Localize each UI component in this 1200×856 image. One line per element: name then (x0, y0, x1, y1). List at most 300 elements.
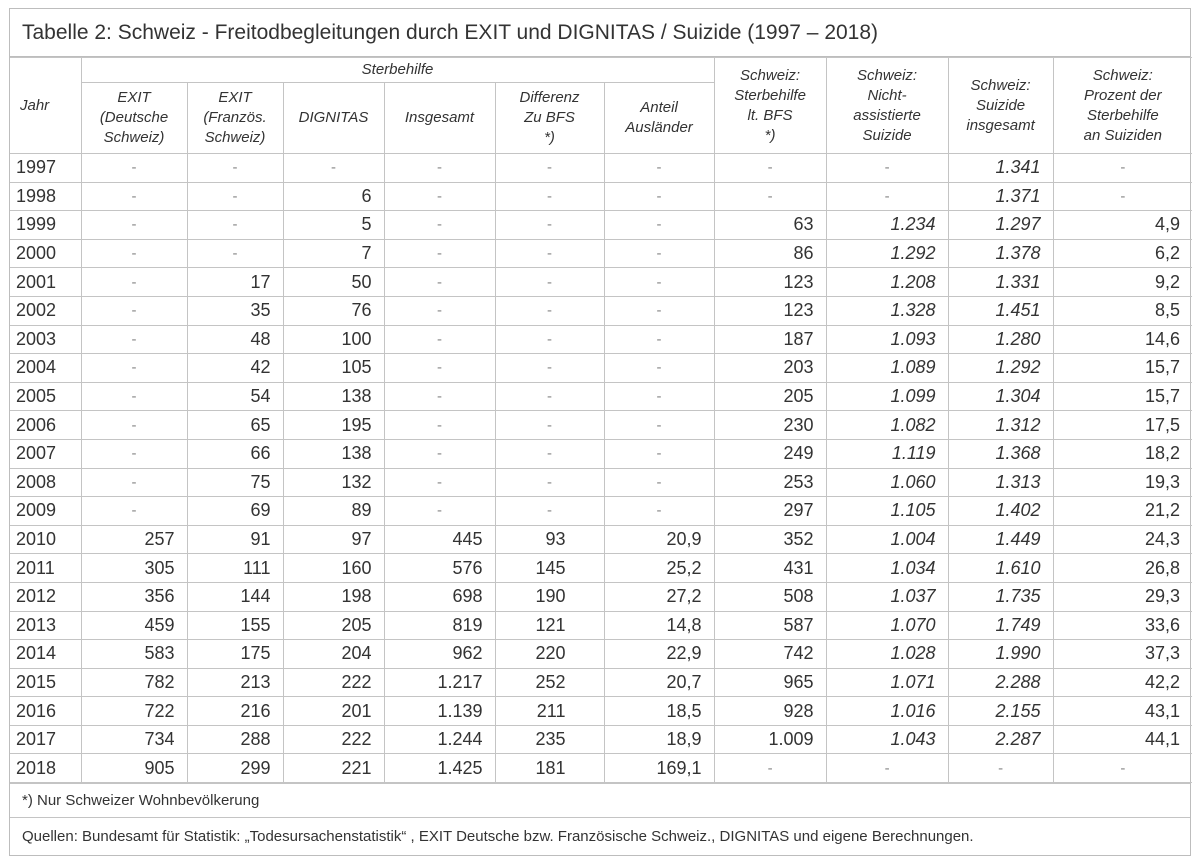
cell-anteil-auslaender: 18,9 (604, 725, 714, 754)
cell-year: 2014 (10, 640, 81, 669)
cell-suizide-insgesamt: 1.990 (948, 640, 1053, 669)
header-line: EXIT (117, 89, 151, 106)
cell-prozent-sterbehilfe: 33,6 (1053, 611, 1192, 640)
cell-anteil-auslaender: - (604, 497, 714, 526)
cell-exit-franzoes-schweiz: 288 (187, 725, 283, 754)
cell-insgesamt: 1.244 (384, 725, 495, 754)
cell-suizide-insgesamt: 1.371 (948, 182, 1053, 211)
cell-dignitas: 198 (283, 582, 384, 611)
table-container (9, 8, 1191, 856)
header-line: Nicht- (867, 86, 907, 104)
header-line: EXIT (218, 89, 252, 106)
cell-insgesamt: - (384, 411, 495, 440)
cell-nicht-assistierte-suizide: 1.119 (826, 439, 948, 468)
cell-nicht-assistierte-suizide: 1.037 (826, 582, 948, 611)
cell-nicht-assistierte-suizide: - (826, 154, 948, 183)
table-row (10, 640, 1192, 669)
cell-dignitas: 204 (283, 640, 384, 669)
cell-suizide-insgesamt: 1.292 (948, 354, 1053, 383)
cell-suizide-insgesamt: 1.341 (948, 154, 1053, 183)
cell-nicht-assistierte-suizide: 1.234 (826, 211, 948, 240)
table-row (10, 697, 1192, 726)
cell-anteil-auslaender: - (604, 211, 714, 240)
header-line: lt. BFS (747, 106, 793, 124)
cell-nicht-assistierte-suizide: 1.082 (826, 411, 948, 440)
cell-exit-franzoes-schweiz: 299 (187, 754, 283, 783)
cell-exit-franzoes-schweiz: 144 (187, 582, 283, 611)
cell-differenz-bfs: - (495, 439, 604, 468)
cell-prozent-sterbehilfe: 44,1 (1053, 725, 1192, 754)
header-line: *) (544, 129, 555, 146)
header-group-sterbehilfe: Sterbehilfe (81, 58, 714, 83)
cell-prozent-sterbehilfe: 14,6 (1053, 325, 1192, 354)
cell-exit-deutsche-schweiz: - (81, 382, 187, 411)
header-line: Insgesamt (404, 109, 475, 126)
cell-year: 2012 (10, 582, 81, 611)
cell-suizide-insgesamt: 1.749 (948, 611, 1053, 640)
cell-differenz-bfs: - (495, 468, 604, 497)
cell-exit-deutsche-schweiz: - (81, 497, 187, 526)
cell-nicht-assistierte-suizide: 1.099 (826, 382, 948, 411)
cell-sterbehilfe-bfs: 205 (714, 382, 826, 411)
cell-insgesamt: 445 (384, 525, 495, 554)
cell-insgesamt: - (384, 439, 495, 468)
header-sterbehilfe-bfs (714, 58, 826, 154)
cell-nicht-assistierte-suizide: 1.070 (826, 611, 948, 640)
cell-dignitas: 138 (283, 439, 384, 468)
cell-nicht-assistierte-suizide: - (826, 182, 948, 211)
cell-exit-franzoes-schweiz: - (187, 182, 283, 211)
cell-differenz-bfs: 121 (495, 611, 604, 640)
cell-exit-franzoes-schweiz: 66 (187, 439, 283, 468)
cell-sterbehilfe-bfs: 431 (714, 554, 826, 583)
cell-nicht-assistierte-suizide: 1.105 (826, 497, 948, 526)
cell-insgesamt: - (384, 268, 495, 297)
cell-nicht-assistierte-suizide: 1.060 (826, 468, 948, 497)
cell-suizide-insgesamt: 1.280 (948, 325, 1053, 354)
cell-insgesamt: 576 (384, 554, 495, 583)
cell-suizide-insgesamt: 1.451 (948, 296, 1053, 325)
cell-year: 1998 (10, 182, 81, 211)
cell-differenz-bfs: - (495, 497, 604, 526)
cell-prozent-sterbehilfe: 42,2 (1053, 668, 1192, 697)
cell-nicht-assistierte-suizide: 1.016 (826, 697, 948, 726)
cell-prozent-sterbehilfe: 24,3 (1053, 525, 1192, 554)
cell-dignitas: 132 (283, 468, 384, 497)
cell-exit-deutsche-schweiz: - (81, 439, 187, 468)
cell-insgesamt: - (384, 182, 495, 211)
cell-insgesamt: - (384, 354, 495, 383)
cell-nicht-assistierte-suizide: 1.208 (826, 268, 948, 297)
cell-insgesamt: 819 (384, 611, 495, 640)
cell-insgesamt: 698 (384, 582, 495, 611)
cell-prozent-sterbehilfe: 9,2 (1053, 268, 1192, 297)
cell-suizide-insgesamt: 1.312 (948, 411, 1053, 440)
cell-sterbehilfe-bfs: 203 (714, 354, 826, 383)
cell-exit-deutsche-schweiz: 305 (81, 554, 187, 583)
cell-sterbehilfe-bfs: 249 (714, 439, 826, 468)
cell-differenz-bfs: 190 (495, 582, 604, 611)
header-line: Schweiz: (857, 66, 918, 84)
header-line: Suizide (975, 96, 1026, 114)
cell-exit-franzoes-schweiz: 42 (187, 354, 283, 383)
cell-sterbehilfe-bfs: 352 (714, 525, 826, 554)
table-row (10, 554, 1192, 583)
table-row (10, 468, 1192, 497)
cell-insgesamt: - (384, 211, 495, 240)
header-line: Differenz (519, 89, 580, 106)
cell-insgesamt: - (384, 325, 495, 354)
header-line: Schweiz) (103, 129, 165, 146)
header-line: assistierte (853, 106, 921, 124)
cell-sterbehilfe-bfs: 123 (714, 268, 826, 297)
header-prozent-sterbehilfe (1053, 58, 1192, 154)
cell-suizide-insgesamt: 1.610 (948, 554, 1053, 583)
cell-prozent-sterbehilfe: 17,5 (1053, 411, 1192, 440)
cell-sterbehilfe-bfs: 508 (714, 582, 826, 611)
header-dignitas (283, 83, 384, 154)
cell-suizide-insgesamt: 1.735 (948, 582, 1053, 611)
cell-sterbehilfe-bfs: 187 (714, 325, 826, 354)
cell-sterbehilfe-bfs: 230 (714, 411, 826, 440)
cell-anteil-auslaender: - (604, 468, 714, 497)
cell-nicht-assistierte-suizide: 1.071 (826, 668, 948, 697)
header-line: an Suiziden (1083, 126, 1163, 144)
cell-dignitas: 50 (283, 268, 384, 297)
header-line: (Deutsche (99, 109, 169, 126)
table-row (10, 668, 1192, 697)
cell-dignitas: 160 (283, 554, 384, 583)
table-row (10, 439, 1192, 468)
cell-insgesamt: - (384, 468, 495, 497)
table-row (10, 525, 1192, 554)
cell-prozent-sterbehilfe: 37,3 (1053, 640, 1192, 669)
cell-suizide-insgesamt: 1.378 (948, 239, 1053, 268)
cell-dignitas: 89 (283, 497, 384, 526)
table-row (10, 582, 1192, 611)
cell-prozent-sterbehilfe: - (1053, 754, 1192, 783)
cell-prozent-sterbehilfe: 18,2 (1053, 439, 1192, 468)
cell-dignitas: 6 (283, 182, 384, 211)
cell-differenz-bfs: - (495, 325, 604, 354)
header-line: *) (764, 126, 776, 144)
header-suizide-insgesamt (948, 58, 1053, 154)
cell-exit-deutsche-schweiz: - (81, 296, 187, 325)
cell-year: 2001 (10, 268, 81, 297)
cell-exit-deutsche-schweiz: - (81, 182, 187, 211)
cell-exit-franzoes-schweiz: 75 (187, 468, 283, 497)
cell-exit-franzoes-schweiz: 175 (187, 640, 283, 669)
cell-dignitas: 222 (283, 725, 384, 754)
table-row (10, 497, 1192, 526)
cell-sterbehilfe-bfs: - (714, 754, 826, 783)
cell-differenz-bfs: 252 (495, 668, 604, 697)
cell-sterbehilfe-bfs: 928 (714, 697, 826, 726)
cell-exit-deutsche-schweiz: 782 (81, 668, 187, 697)
header-line: Zu BFS (524, 109, 575, 126)
cell-differenz-bfs: - (495, 268, 604, 297)
cell-anteil-auslaender: 14,8 (604, 611, 714, 640)
cell-anteil-auslaender: 20,7 (604, 668, 714, 697)
cell-prozent-sterbehilfe: 21,2 (1053, 497, 1192, 526)
cell-year: 2008 (10, 468, 81, 497)
cell-nicht-assistierte-suizide: 1.028 (826, 640, 948, 669)
cell-differenz-bfs: 211 (495, 697, 604, 726)
cell-exit-deutsche-schweiz: 356 (81, 582, 187, 611)
cell-dignitas: 201 (283, 697, 384, 726)
cell-exit-franzoes-schweiz: 54 (187, 382, 283, 411)
cell-insgesamt: 1.139 (384, 697, 495, 726)
cell-exit-deutsche-schweiz: 734 (81, 725, 187, 754)
header-anteil-auslaender (604, 83, 714, 154)
cell-exit-deutsche-schweiz: 583 (81, 640, 187, 669)
cell-anteil-auslaender: - (604, 239, 714, 268)
cell-year: 2011 (10, 554, 81, 583)
cell-exit-franzoes-schweiz: 155 (187, 611, 283, 640)
cell-sterbehilfe-bfs: 965 (714, 668, 826, 697)
cell-dignitas: 76 (283, 296, 384, 325)
cell-prozent-sterbehilfe: 19,3 (1053, 468, 1192, 497)
cell-year: 2004 (10, 354, 81, 383)
header-line: insgesamt (966, 116, 1035, 134)
cell-exit-franzoes-schweiz: 213 (187, 668, 283, 697)
header-line: Sterbehilfe (1086, 106, 1159, 124)
cell-exit-deutsche-schweiz: - (81, 411, 187, 440)
cell-dignitas: - (283, 154, 384, 183)
cell-dignitas: 105 (283, 354, 384, 383)
cell-prozent-sterbehilfe: - (1053, 182, 1192, 211)
cell-anteil-auslaender: 22,9 (604, 640, 714, 669)
footnote: *) Nur Schweizer Wohnbevölkerung (10, 783, 1190, 817)
cell-prozent-sterbehilfe: 43,1 (1053, 697, 1192, 726)
cell-suizide-insgesamt: 1.368 (948, 439, 1053, 468)
data-table (10, 57, 1192, 783)
cell-exit-deutsche-schweiz: - (81, 239, 187, 268)
cell-year: 2015 (10, 668, 81, 697)
cell-anteil-auslaender: 18,5 (604, 697, 714, 726)
header-line: Suizide (862, 126, 912, 144)
cell-dignitas: 221 (283, 754, 384, 783)
cell-exit-franzoes-schweiz: 35 (187, 296, 283, 325)
cell-insgesamt: 1.425 (384, 754, 495, 783)
cell-suizide-insgesamt: 1.331 (948, 268, 1053, 297)
cell-differenz-bfs: 235 (495, 725, 604, 754)
cell-dignitas: 7 (283, 239, 384, 268)
cell-anteil-auslaender: - (604, 268, 714, 297)
cell-differenz-bfs: 93 (495, 525, 604, 554)
cell-year: 2005 (10, 382, 81, 411)
cell-exit-franzoes-schweiz: 69 (187, 497, 283, 526)
header-nicht-assistierte-suizide (826, 58, 948, 154)
cell-anteil-auslaender: - (604, 354, 714, 383)
table-row (10, 382, 1192, 411)
cell-year: 2017 (10, 725, 81, 754)
cell-insgesamt: 1.217 (384, 668, 495, 697)
cell-suizide-insgesamt: 1.304 (948, 382, 1053, 411)
cell-insgesamt: - (384, 154, 495, 183)
table-row (10, 754, 1192, 783)
cell-suizide-insgesamt: 1.402 (948, 497, 1053, 526)
cell-insgesamt: - (384, 497, 495, 526)
cell-exit-deutsche-schweiz: 257 (81, 525, 187, 554)
cell-exit-deutsche-schweiz: 459 (81, 611, 187, 640)
cell-exit-franzoes-schweiz: 17 (187, 268, 283, 297)
cell-differenz-bfs: - (495, 382, 604, 411)
table-row (10, 182, 1192, 211)
table-row (10, 611, 1192, 640)
cell-year: 2000 (10, 239, 81, 268)
cell-differenz-bfs: - (495, 182, 604, 211)
cell-insgesamt: 962 (384, 640, 495, 669)
cell-anteil-auslaender: - (604, 182, 714, 211)
cell-exit-deutsche-schweiz: - (81, 268, 187, 297)
cell-differenz-bfs: 181 (495, 754, 604, 783)
cell-anteil-auslaender: - (604, 411, 714, 440)
cell-prozent-sterbehilfe: 4,9 (1053, 211, 1192, 240)
header-line: (Französ. (203, 109, 267, 126)
cell-sterbehilfe-bfs: 63 (714, 211, 826, 240)
cell-exit-franzoes-schweiz: 111 (187, 554, 283, 583)
table-row (10, 725, 1192, 754)
header-exit-franzoes-schweiz (187, 83, 283, 154)
cell-sterbehilfe-bfs: 297 (714, 497, 826, 526)
cell-sterbehilfe-bfs: 123 (714, 296, 826, 325)
cell-dignitas: 97 (283, 525, 384, 554)
cell-nicht-assistierte-suizide: 1.093 (826, 325, 948, 354)
cell-exit-franzoes-schweiz: - (187, 211, 283, 240)
table-row (10, 268, 1192, 297)
cell-dignitas: 138 (283, 382, 384, 411)
cell-dignitas: 5 (283, 211, 384, 240)
cell-anteil-auslaender: 20,9 (604, 525, 714, 554)
cell-anteil-auslaender: 25,2 (604, 554, 714, 583)
cell-exit-franzoes-schweiz: 65 (187, 411, 283, 440)
cell-exit-franzoes-schweiz: - (187, 154, 283, 183)
cell-sterbehilfe-bfs: 1.009 (714, 725, 826, 754)
cell-differenz-bfs: 145 (495, 554, 604, 583)
cell-exit-deutsche-schweiz: - (81, 468, 187, 497)
cell-sterbehilfe-bfs: 86 (714, 239, 826, 268)
cell-nicht-assistierte-suizide: 1.089 (826, 354, 948, 383)
cell-exit-franzoes-schweiz: 91 (187, 525, 283, 554)
header-insgesamt (384, 83, 495, 154)
cell-year: 1999 (10, 211, 81, 240)
cell-prozent-sterbehilfe: 26,8 (1053, 554, 1192, 583)
table-row (10, 296, 1192, 325)
cell-differenz-bfs: 220 (495, 640, 604, 669)
cell-suizide-insgesamt: 1.297 (948, 211, 1053, 240)
header-year: Jahr (10, 58, 81, 154)
cell-year: 2016 (10, 697, 81, 726)
table-body (10, 154, 1192, 783)
cell-exit-deutsche-schweiz: 722 (81, 697, 187, 726)
cell-insgesamt: - (384, 382, 495, 411)
cell-differenz-bfs: - (495, 296, 604, 325)
cell-exit-deutsche-schweiz: - (81, 325, 187, 354)
cell-sterbehilfe-bfs: 587 (714, 611, 826, 640)
cell-year: 1997 (10, 154, 81, 183)
cell-year: 2010 (10, 525, 81, 554)
header-line: Sterbehilfe (734, 86, 806, 104)
header-line: Schweiz: (1092, 66, 1153, 84)
header-line: Schweiz: (740, 66, 801, 84)
cell-differenz-bfs: - (495, 354, 604, 383)
cell-year: 2003 (10, 325, 81, 354)
cell-nicht-assistierte-suizide: 1.292 (826, 239, 948, 268)
cell-differenz-bfs: - (495, 239, 604, 268)
cell-suizide-insgesamt: 2.288 (948, 668, 1053, 697)
cell-year: 2018 (10, 754, 81, 783)
cell-year: 2002 (10, 296, 81, 325)
cell-year: 2013 (10, 611, 81, 640)
cell-suizide-insgesamt: - (948, 754, 1053, 783)
table-row (10, 154, 1192, 183)
cell-differenz-bfs: - (495, 154, 604, 183)
cell-exit-deutsche-schweiz: 905 (81, 754, 187, 783)
header-exit-deutsche-schweiz (81, 83, 187, 154)
table-title: Tabelle 2: Schweiz - Freitodbegleitungen durch EXIT und DIGNITAS / Suizide (1997 – 2018) (10, 9, 1190, 57)
cell-anteil-auslaender: 27,2 (604, 582, 714, 611)
cell-dignitas: 195 (283, 411, 384, 440)
cell-year: 2009 (10, 497, 81, 526)
cell-prozent-sterbehilfe: 29,3 (1053, 582, 1192, 611)
cell-year: 2007 (10, 439, 81, 468)
cell-suizide-insgesamt: 2.155 (948, 697, 1053, 726)
cell-anteil-auslaender: 169,1 (604, 754, 714, 783)
header-line: DIGNITAS (298, 109, 369, 126)
cell-prozent-sterbehilfe: 15,7 (1053, 382, 1192, 411)
header-line: Prozent der (1084, 86, 1162, 104)
cell-dignitas: 222 (283, 668, 384, 697)
cell-nicht-assistierte-suizide: 1.004 (826, 525, 948, 554)
cell-dignitas: 205 (283, 611, 384, 640)
cell-exit-deutsche-schweiz: - (81, 211, 187, 240)
cell-dignitas: 100 (283, 325, 384, 354)
cell-insgesamt: - (384, 296, 495, 325)
cell-exit-franzoes-schweiz: 48 (187, 325, 283, 354)
cell-nicht-assistierte-suizide: 1.034 (826, 554, 948, 583)
header-differenz-bfs (495, 83, 604, 154)
cell-anteil-auslaender: - (604, 154, 714, 183)
cell-sterbehilfe-bfs: 742 (714, 640, 826, 669)
cell-sterbehilfe-bfs: - (714, 182, 826, 211)
source-line: Quellen: Bundesamt für Statistik: „Todesursachenstatistik“ , EXIT Deutsche bzw. Französische Schweiz., DIGNITAS und eigene Berechnungen. (10, 817, 1190, 855)
cell-prozent-sterbehilfe: 6,2 (1053, 239, 1192, 268)
cell-prozent-sterbehilfe: 8,5 (1053, 296, 1192, 325)
header-line: Schweiz) (204, 129, 266, 146)
cell-sterbehilfe-bfs: - (714, 154, 826, 183)
table-row (10, 354, 1192, 383)
cell-suizide-insgesamt: 1.449 (948, 525, 1053, 554)
cell-anteil-auslaender: - (604, 439, 714, 468)
cell-anteil-auslaender: - (604, 325, 714, 354)
cell-anteil-auslaender: - (604, 382, 714, 411)
cell-suizide-insgesamt: 1.313 (948, 468, 1053, 497)
cell-differenz-bfs: - (495, 211, 604, 240)
cell-nicht-assistierte-suizide: - (826, 754, 948, 783)
cell-exit-deutsche-schweiz: - (81, 354, 187, 383)
cell-nicht-assistierte-suizide: 1.328 (826, 296, 948, 325)
cell-insgesamt: - (384, 239, 495, 268)
cell-sterbehilfe-bfs: 253 (714, 468, 826, 497)
header-line: Schweiz: (970, 76, 1031, 94)
cell-prozent-sterbehilfe: - (1053, 154, 1192, 183)
cell-anteil-auslaender: - (604, 296, 714, 325)
table-row (10, 211, 1192, 240)
cell-nicht-assistierte-suizide: 1.043 (826, 725, 948, 754)
cell-differenz-bfs: - (495, 411, 604, 440)
table-row (10, 325, 1192, 354)
